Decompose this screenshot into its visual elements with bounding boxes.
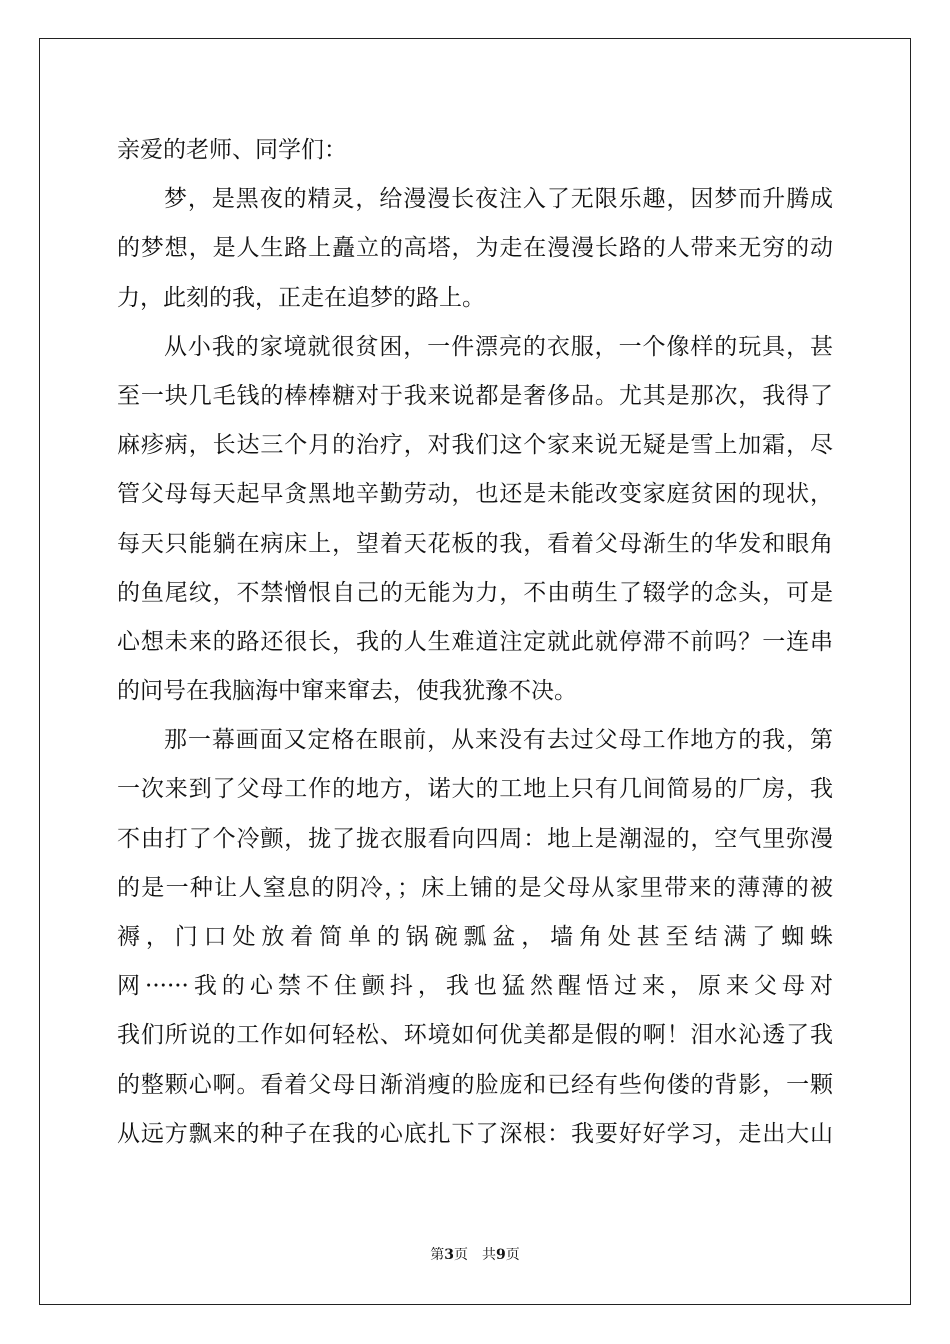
text-line: 管父母每天起早贪黑地辛勤劳动，也还是未能改变家庭贫困的现状， (117, 481, 833, 508)
page-total-suffix: 页 (505, 1247, 520, 1263)
text-line: 麻疹病，长达三个月的治疗，对我们这个家来说无疑是雪上加霜，尽 (117, 432, 833, 459)
page-number-suffix: 页 (454, 1247, 468, 1263)
text-line: 不由打了个冷颤，拢了拢衣服看向四周：地上是潮湿的，空气里弥漫 (117, 825, 833, 852)
text-line: 心想未来的路还很长，我的人生难道注定就此就停滞不前吗？一连串 (117, 628, 833, 655)
text-line: 的问号在我脑海中窜来窜去，使我犹豫不决。 (117, 678, 577, 705)
text-line: 从小我的家境就很贫困，一件漂亮的衣服，一个像样的玩具，甚 (164, 333, 833, 360)
text-line: 的是一种让人窒息的阴冷，；床上铺的是父母从家里带来的薄薄的被 (117, 874, 833, 901)
page-number-prefix: 第 (430, 1247, 445, 1263)
text-line: 的梦想，是人生路上矗立的高塔，为走在漫漫长路的人带来无穷的动 (117, 235, 833, 262)
page-total: 9 (496, 1247, 506, 1263)
text-line: 一次来到了父母工作的地方，诺大的工地上只有几间简易的厂房，我 (117, 776, 833, 803)
page-footer (0, 1245, 950, 1265)
text-line: 每天只能躺在病床上，望着天花板的我，看着父母渐生的华发和眼角 (117, 530, 833, 557)
text-line: 力，此刻的我，正走在追梦的路上。 (117, 284, 485, 311)
text-line: 那一幕画面又定格在眼前，从来没有去过父母工作地方的我，第 (164, 727, 833, 754)
document-body (117, 126, 833, 1159)
text-line: 梦，是黑夜的精灵，给漫漫长夜注入了无限乐趣，因梦而升腾成 (164, 186, 833, 213)
text-line: 褥，门口处放着简单的锅碗瓢盆，墙角处甚至结满了蜘蛛 (117, 924, 833, 950)
text-line: 从远方飘来的种子在我的心底扎下了深根：我要好好学习，走出大山 (117, 1120, 833, 1147)
text-line: 至一块几毛钱的棒棒糖对于我来说都是奢侈品。尤其是那次，我得了 (117, 382, 833, 409)
page-total-prefix: 共 (482, 1247, 496, 1263)
text-line: 网······我的心禁不住颤抖，我也猛然醒悟过来，原来父母对 (117, 973, 833, 1000)
text-line: 我们所说的工作如何轻松、环境如何优美都是假的啊！泪水沁透了我 (117, 1022, 833, 1049)
page-number-current: 3 (444, 1247, 454, 1263)
text-line: 的整颗心啊。看着父母日渐消瘦的脸庞和已经有些佝偻的背影，一颗 (117, 1071, 833, 1098)
text-line: 亲爱的老师、同学们： (117, 137, 347, 163)
text-line: 的鱼尾纹，不禁憎恨自己的无能为力，不由萌生了辍学的念头，可是 (117, 579, 833, 606)
